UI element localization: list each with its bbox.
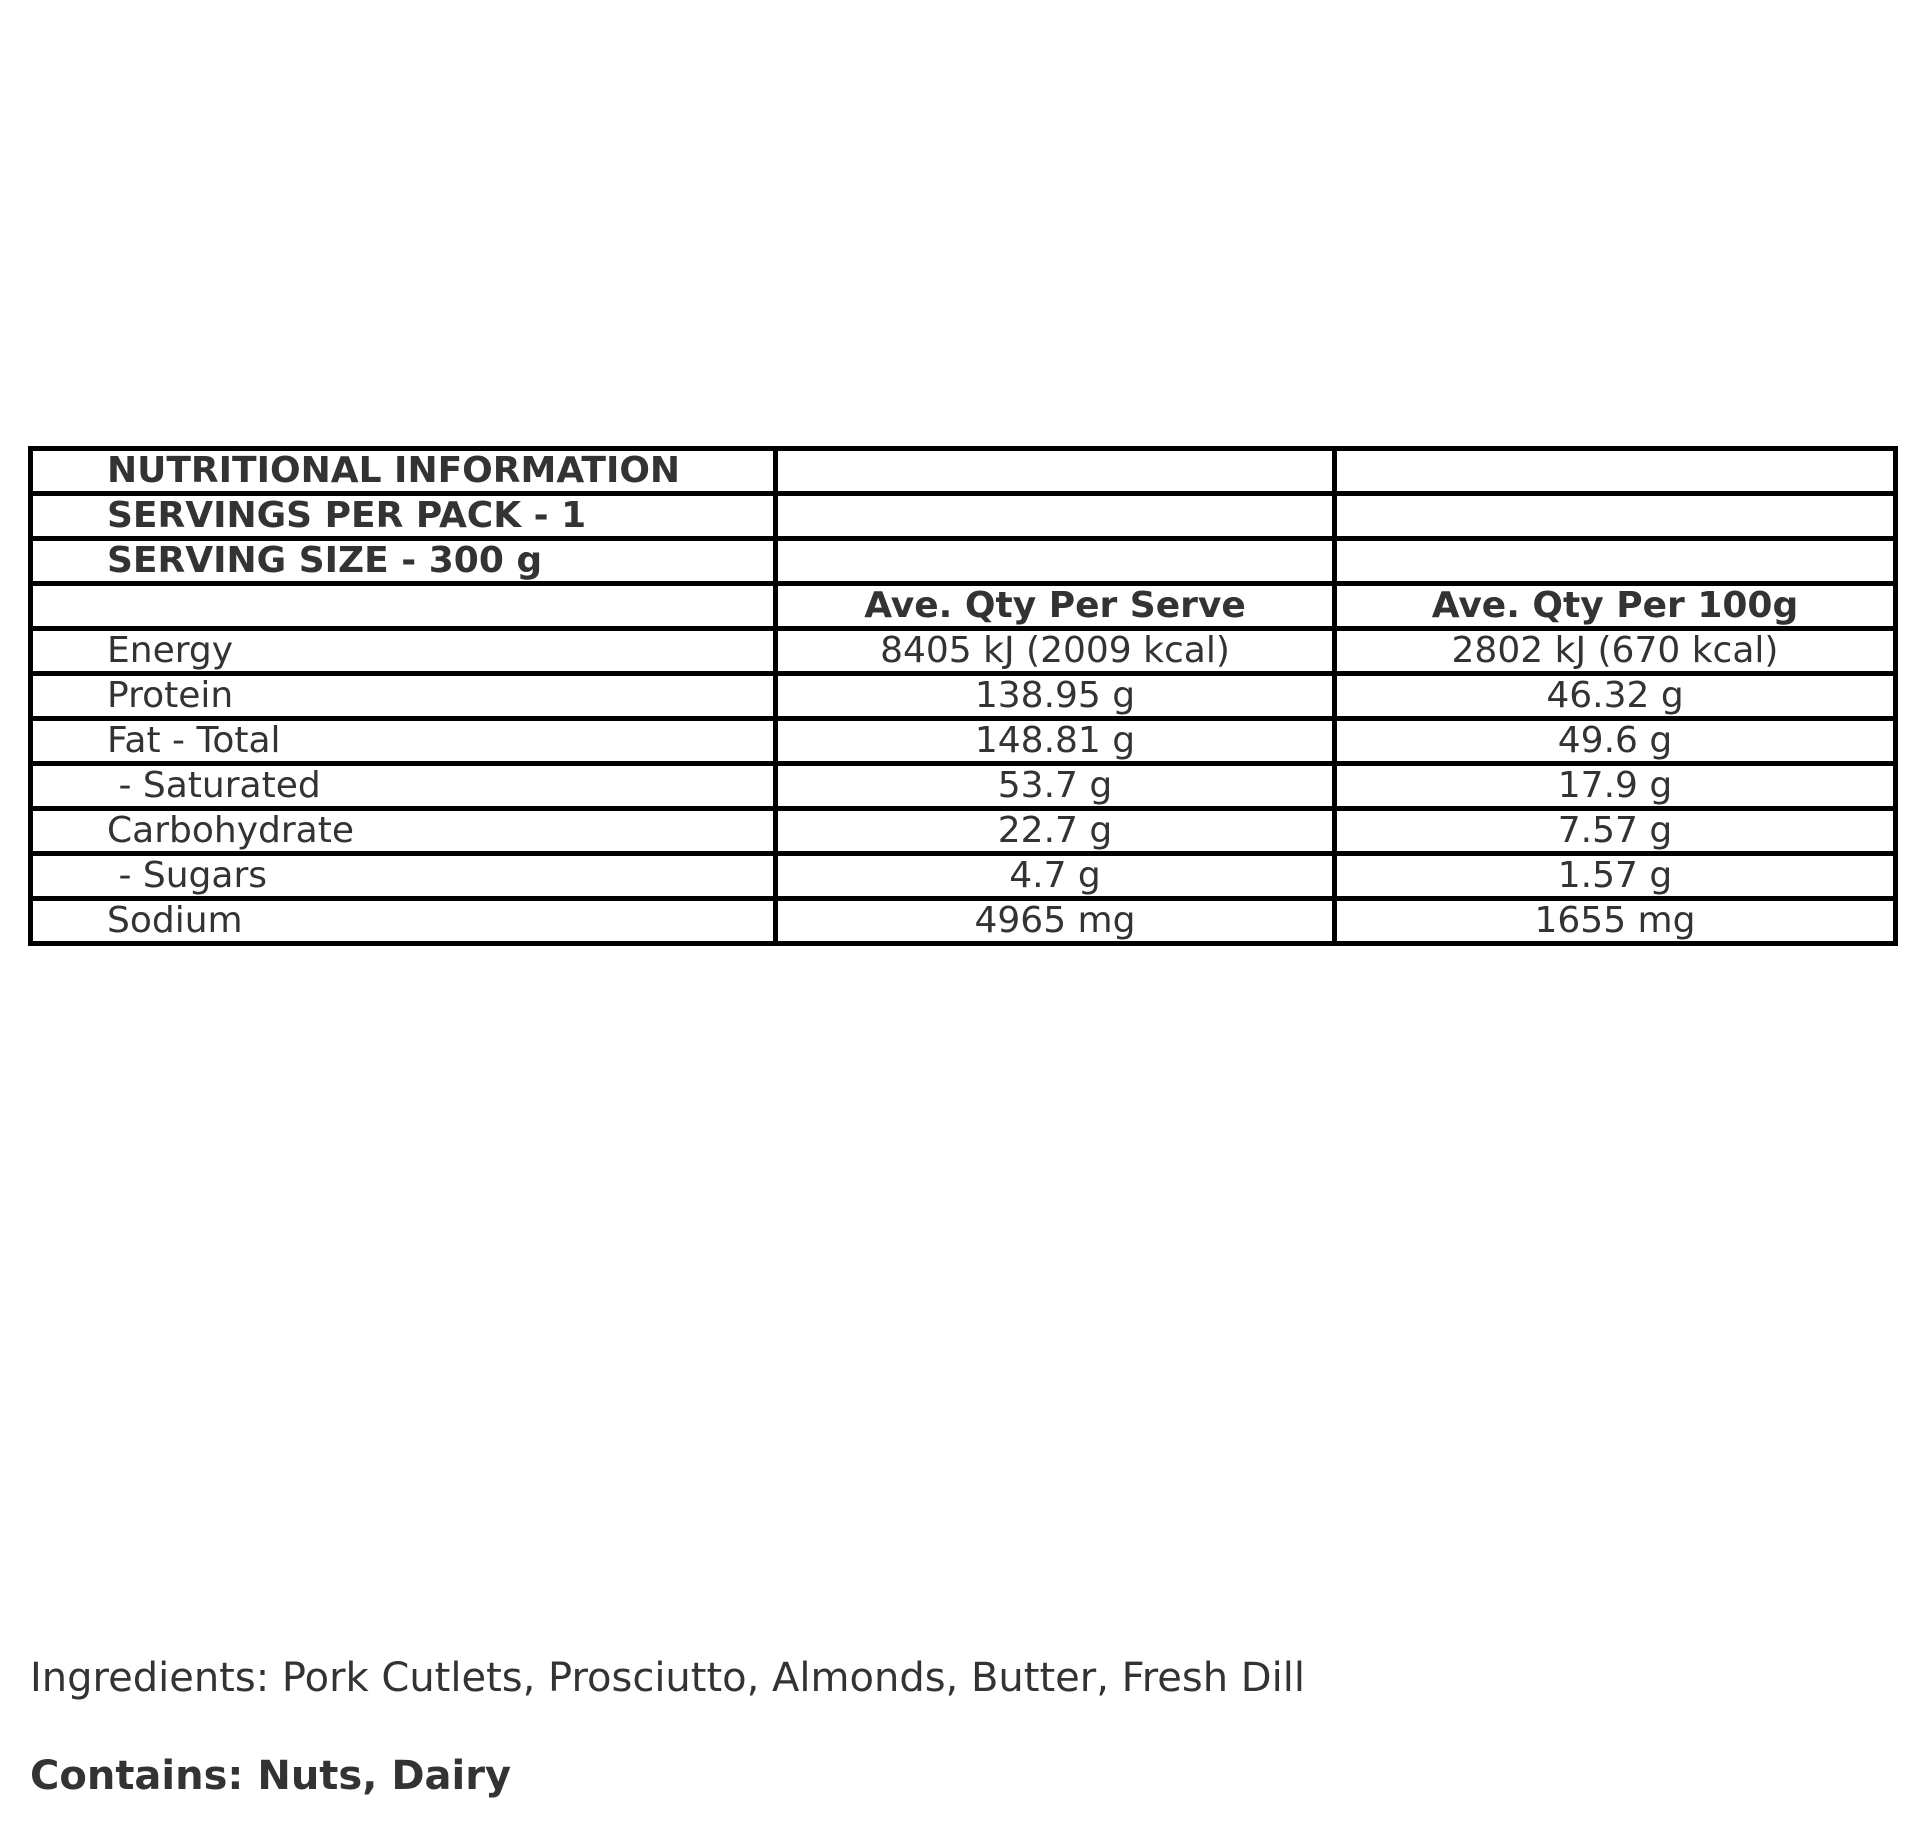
nutrition-table: [28, 446, 1898, 946]
empty-cell: [776, 449, 1335, 494]
table-row: [31, 899, 1896, 944]
nutrient-name: - Saturated: [31, 764, 776, 809]
table-row: [31, 854, 1896, 899]
column-header-nutrient: [31, 584, 776, 629]
per-serve-value: 22.7 g: [776, 809, 1335, 854]
per-100g-value: 1655 mg: [1335, 899, 1896, 944]
per-100g-value: 17.9 g: [1335, 764, 1896, 809]
serving-size: SERVING SIZE - 300 g: [31, 539, 776, 584]
per-serve-value: 53.7 g: [776, 764, 1335, 809]
per-serve-value: 138.95 g: [776, 674, 1335, 719]
ingredients-text: Ingredients: Pork Cutlets, Prosciutto, Almonds, Butter, Fresh Dill: [30, 1655, 1305, 1701]
per-100g-value: 1.57 g: [1335, 854, 1896, 899]
per-100g-value: 49.6 g: [1335, 719, 1896, 764]
table-row: [31, 674, 1896, 719]
table-header-row: [31, 494, 1896, 539]
column-header-per-100g: Ave. Qty Per 100g: [1335, 584, 1896, 629]
per-serve-value: 148.81 g: [776, 719, 1335, 764]
per-100g-value: 2802 kJ (670 kcal): [1335, 629, 1896, 674]
nutrient-name: Sodium: [31, 899, 776, 944]
per-serve-value: 4965 mg: [776, 899, 1335, 944]
nutrient-name: - Sugars: [31, 854, 776, 899]
table-row: [31, 764, 1896, 809]
table-row: [31, 719, 1896, 764]
column-header-row: [31, 584, 1896, 629]
empty-cell: [1335, 449, 1896, 494]
per-serve-value: 4.7 g: [776, 854, 1335, 899]
empty-cell: [776, 539, 1335, 584]
per-100g-value: 46.32 g: [1335, 674, 1896, 719]
nutrient-name: Fat - Total: [31, 719, 776, 764]
empty-cell: [1335, 539, 1896, 584]
nutrient-name: Protein: [31, 674, 776, 719]
per-100g-value: 7.57 g: [1335, 809, 1896, 854]
table-header-row: [31, 539, 1896, 584]
empty-cell: [1335, 494, 1896, 539]
nutrient-name: Energy: [31, 629, 776, 674]
table-row: [31, 629, 1896, 674]
table-row: [31, 809, 1896, 854]
column-header-per-serve: Ave. Qty Per Serve: [776, 584, 1335, 629]
empty-cell: [776, 494, 1335, 539]
table-header-row: [31, 449, 1896, 494]
servings-per-pack: SERVINGS PER PACK - 1: [31, 494, 776, 539]
allergens-text: Contains: Nuts, Dairy: [30, 1753, 512, 1799]
per-serve-value: 8405 kJ (2009 kcal): [776, 629, 1335, 674]
nutrient-name: Carbohydrate: [31, 809, 776, 854]
table-title: NUTRITIONAL INFORMATION: [31, 449, 776, 494]
